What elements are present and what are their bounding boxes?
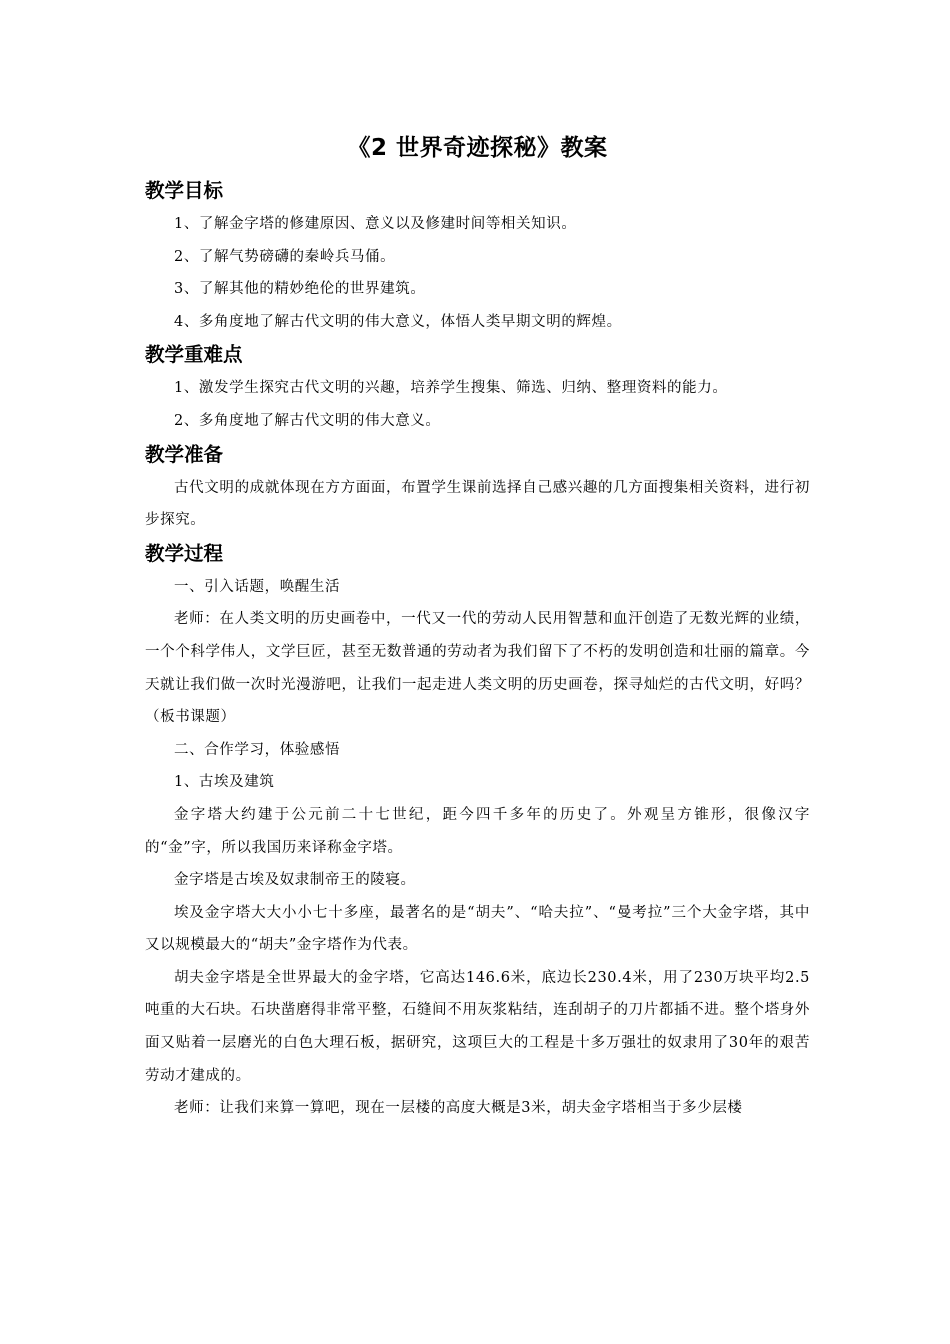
paragraph: 1、激发学生探究古代文明的兴趣，培养学生搜集、筛选、归纳、整理资料的能力。 <box>174 380 728 397</box>
paragraph: 胡夫金字塔是全世界最大的金字塔，它高达146.6米，底边长230.4米，用了230万块平均2.5吨重的大石块。石块凿磨得非常平整，石缝间不用灰浆粘结，连刮胡子的刀片都插不进。整个塔身外面又贴着一层磨光的白色大理石板，据研究，这项巨大的工程是十多万强壮的奴隶用了30年的艰苦劳动才建成的。 <box>145 969 810 1084</box>
paragraph: 金字塔大约建于公元前二十七世纪，距今四千多年的历史了。外观呈方锥形，很像汉字的“金”字，所以我国历来译称金字塔。 <box>145 806 810 856</box>
document-title: 《2 世界奇迹探秘》教案 <box>347 135 608 161</box>
paragraph: 4、多角度地了解古代文明的伟大意义，体悟人类早期文明的辉煌。 <box>174 313 622 330</box>
section-key-difficulties <box>145 338 810 437</box>
paragraph: 1、了解金字塔的修建原因、意义以及修建时间等相关知识。 <box>174 216 577 232</box>
section-heading: 教学过程 <box>145 541 224 565</box>
section-heading: 教学目标 <box>145 179 224 202</box>
paragraph: 2、了解气势磅礴的秦岭兵马俑。 <box>174 248 396 265</box>
paragraph: 3、了解其他的精妙绝伦的世界建筑。 <box>174 281 426 298</box>
paragraph: 埃及金字塔大大小小七十多座，最著名的是“胡夫”、“哈夫拉”、“曼考拉”三个大金字塔，其中又以规模最大的“胡夫”金字塔作为代表。 <box>145 904 810 954</box>
section-heading: 教学重难点 <box>145 343 243 367</box>
paragraph: 金字塔是古埃及奴隶制帝王的陵寝。 <box>174 872 416 889</box>
paragraph: 二、合作学习，体验感悟 <box>174 741 341 758</box>
paragraph: 古代文明的成就体现在方方面面，布置学生课前选择自己感兴趣的几方面搜集相关资料，进行初步探究。 <box>145 479 810 529</box>
paragraph: 2、多角度地了解古代文明的伟大意义。 <box>174 412 441 429</box>
section-process <box>145 537 810 1125</box>
paragraph: 老师：让我们来算一算吧，现在一层楼的高度大概是3米，胡夫金字塔相当于多少层楼 <box>174 1100 743 1117</box>
document-page <box>145 130 810 1125</box>
section-preparation <box>145 438 810 537</box>
paragraph: 一、引入话题，唤醒生活 <box>174 578 341 595</box>
section-teaching-goals <box>145 174 810 338</box>
section-heading: 教学准备 <box>145 442 224 466</box>
paragraph: 1、古埃及建筑 <box>174 774 275 791</box>
paragraph: 老师：在人类文明的历史画卷中，一代又一代的劳动人民用智慧和血汗创造了无数光辉的业绩，一个个科学伟人，文学巨匠，甚至无数普通的劳动者为我们留下了不朽的发明创造和壮丽的篇章。今天就让我们做一次时光漫游吧，让我们一起走进人类文明的历史画卷，探寻灿烂的古代文明，好吗？（板书课题） <box>145 611 810 726</box>
